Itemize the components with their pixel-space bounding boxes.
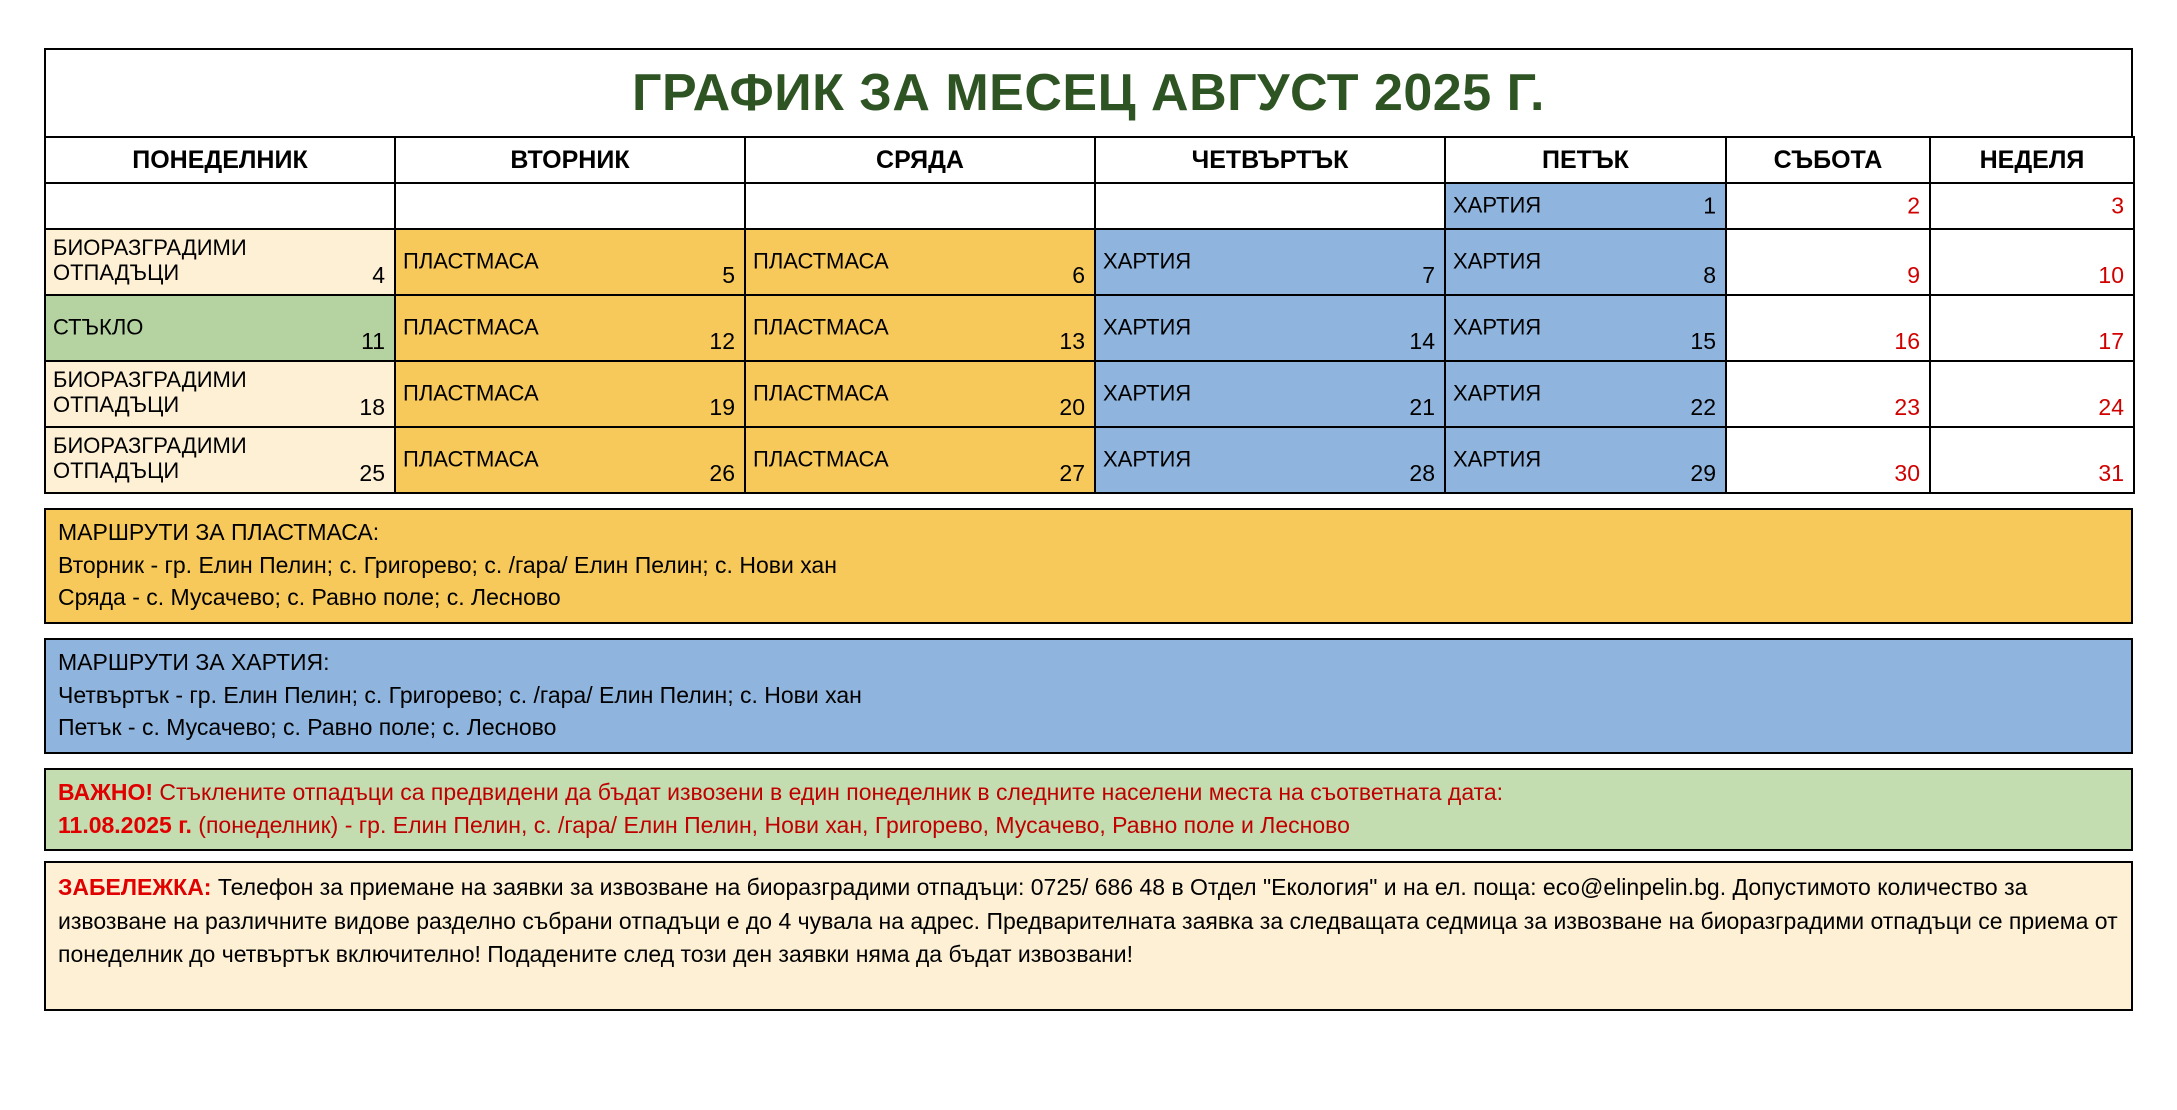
day-number: 18 xyxy=(359,394,385,420)
waste-type-label: ХАРТИЯ xyxy=(1103,380,1192,406)
waste-type-label: ХАРТИЯ xyxy=(1453,380,1542,406)
calendar-day-cell xyxy=(745,361,1095,427)
day-cell-inner xyxy=(396,230,744,294)
waste-type-label: ХАРТИЯ xyxy=(1103,314,1192,340)
day-cell-inner xyxy=(1931,230,2133,294)
calendar-day-cell xyxy=(1726,427,1930,493)
day-cell-inner xyxy=(1931,362,2133,426)
day-cell-inner xyxy=(1931,428,2133,492)
calendar-day-cell xyxy=(745,229,1095,295)
routes-plastic-line-1: Вторник - гр. Елин Пелин; с. Григорево; с. /гара/ Елин Пелин; с. Нови хан xyxy=(58,551,837,578)
important-label: ВАЖНО! xyxy=(58,778,154,805)
waste-type-label: ПЛАСТМАСА xyxy=(403,314,539,340)
day-cell-inner xyxy=(46,428,394,492)
note-block xyxy=(44,861,2133,1011)
important-block xyxy=(44,768,2133,851)
day-number: 22 xyxy=(1690,394,1716,420)
waste-type-label: ХАРТИЯ xyxy=(1453,248,1542,274)
day-number: 23 xyxy=(1894,394,1920,420)
calendar-table xyxy=(44,136,2135,494)
important-line-1 xyxy=(58,776,2119,809)
day-cell-inner xyxy=(46,296,394,360)
day-number: 1 xyxy=(1703,192,1716,219)
calendar-day-cell xyxy=(395,427,745,493)
calendar-day-cell xyxy=(1930,229,2134,295)
calendar-header-row xyxy=(45,137,2134,183)
calendar-week-row xyxy=(45,229,2134,295)
calendar-week-row xyxy=(45,427,2134,493)
weekday-header-sunday: НЕДЕЛЯ xyxy=(1930,137,2134,183)
waste-type-label: ХАРТИЯ xyxy=(1453,446,1542,472)
weekday-header-tuesday: ВТОРНИК xyxy=(395,137,745,183)
day-number: 16 xyxy=(1894,328,1920,354)
day-cell-inner xyxy=(1446,296,1725,360)
day-number: 31 xyxy=(2098,460,2124,486)
day-cell-inner xyxy=(746,296,1094,360)
day-number: 25 xyxy=(359,460,385,486)
day-number: 4 xyxy=(372,262,385,288)
calendar-day-cell xyxy=(1445,361,1726,427)
waste-type-label: ПЛАСТМАСА xyxy=(403,248,539,274)
calendar-day-cell xyxy=(1726,361,1930,427)
day-cell-inner xyxy=(1446,230,1725,294)
calendar-day-cell xyxy=(745,183,1095,229)
calendar-week-row xyxy=(45,183,2134,229)
calendar-week-row xyxy=(45,295,2134,361)
calendar-day-cell xyxy=(745,427,1095,493)
waste-type-label: ПЛАСТМАСА xyxy=(403,380,539,406)
waste-type-label: БИОРАЗГРАДИМИ ОТПАДЪЦИ xyxy=(53,367,247,417)
calendar-day-cell xyxy=(395,361,745,427)
day-number: 12 xyxy=(709,328,735,354)
calendar-day-cell xyxy=(1445,295,1726,361)
calendar-day-cell xyxy=(1095,183,1445,229)
calendar-day-cell xyxy=(1726,183,1930,229)
day-cell-inner xyxy=(1096,362,1444,426)
calendar-day-cell xyxy=(745,295,1095,361)
waste-type-label: ПЛАСТМАСА xyxy=(753,314,889,340)
day-cell-inner xyxy=(1727,230,1929,294)
calendar-day-cell xyxy=(395,183,745,229)
calendar-day-cell xyxy=(1930,427,2134,493)
spacer-2 xyxy=(44,624,2133,638)
calendar-day-cell xyxy=(1445,183,1726,229)
calendar-week-row xyxy=(45,361,2134,427)
day-number: 21 xyxy=(1409,394,1435,420)
spacer-1 xyxy=(44,494,2133,508)
day-cell-inner xyxy=(46,184,394,228)
day-cell-inner xyxy=(1096,184,1444,228)
day-number: 2 xyxy=(1907,192,1920,219)
note-paragraph xyxy=(58,871,2119,972)
day-cell-inner xyxy=(396,184,744,228)
day-cell-inner xyxy=(1446,428,1725,492)
day-number: 29 xyxy=(1690,460,1716,486)
day-cell-inner xyxy=(396,296,744,360)
waste-type-label: ПЛАСТМАСА xyxy=(753,380,889,406)
day-number: 6 xyxy=(1072,262,1085,288)
day-cell-inner xyxy=(1727,428,1929,492)
day-cell-inner xyxy=(396,428,744,492)
spacer-3 xyxy=(44,754,2133,768)
weekday-header-monday: ПОНЕДЕЛНИК xyxy=(45,137,395,183)
waste-type-label: ПЛАСТМАСА xyxy=(403,446,539,472)
day-cell-inner xyxy=(1446,362,1725,426)
calendar-day-cell xyxy=(45,361,395,427)
day-cell-inner xyxy=(746,362,1094,426)
day-number: 27 xyxy=(1059,460,1085,486)
day-number: 13 xyxy=(1059,328,1085,354)
routes-paper-line-1: Четвъртък - гр. Елин Пелин; с. Григорево; с. /гара/ Елин Пелин; с. Нови хан xyxy=(58,681,862,708)
day-number: 24 xyxy=(2098,394,2124,420)
day-cell-inner xyxy=(746,230,1094,294)
waste-type-label: ПЛАСТМАСА xyxy=(753,248,889,274)
important-line-2 xyxy=(58,809,2119,842)
important-date: 11.08.2025 г. xyxy=(58,811,192,838)
important-text-2: (понеделник) - гр. Елин Пелин, с. /гара/ Елин Пелин, Нови хан, Григорево, Мусачево, Равно поле и Лесново xyxy=(191,811,1350,838)
routes-paper-block xyxy=(44,638,2133,754)
day-cell-inner xyxy=(46,230,394,294)
calendar-day-cell xyxy=(1930,295,2134,361)
day-number: 14 xyxy=(1409,328,1435,354)
day-cell-inner xyxy=(1446,184,1725,228)
day-cell-inner xyxy=(1727,296,1929,360)
day-cell-inner xyxy=(46,362,394,426)
calendar-day-cell xyxy=(1095,229,1445,295)
day-number: 19 xyxy=(709,394,735,420)
weekday-header-wednesday: СРЯДА xyxy=(745,137,1095,183)
day-cell-inner xyxy=(396,362,744,426)
spacer-4 xyxy=(44,851,2133,861)
day-number: 15 xyxy=(1690,328,1716,354)
waste-type-label: БИОРАЗГРАДИМИ ОТПАДЪЦИ xyxy=(53,235,247,285)
day-number: 26 xyxy=(709,460,735,486)
day-number: 28 xyxy=(1409,460,1435,486)
important-text-1: Стъклените отпадъци са предвидени да бъдат извозени в един понеделник в следните населени места на съответната дата: xyxy=(153,778,1504,805)
schedule-sheet xyxy=(44,48,2133,1011)
calendar-day-cell xyxy=(1726,295,1930,361)
routes-paper-heading: МАРШРУТИ ЗА ХАРТИЯ: xyxy=(58,648,330,675)
calendar-body xyxy=(45,183,2134,493)
calendar-day-cell xyxy=(395,295,745,361)
title-row xyxy=(44,48,2133,136)
page-title: ГРАФИК ЗА МЕСЕЦ АВГУСТ 2025 Г. xyxy=(632,64,1545,122)
calendar-day-cell xyxy=(395,229,745,295)
day-number: 8 xyxy=(1703,262,1716,288)
day-cell-inner xyxy=(1096,296,1444,360)
calendar-day-cell xyxy=(45,183,395,229)
note-label: ЗАБЕЛЕЖКА: xyxy=(58,874,212,901)
day-cell-inner xyxy=(1096,230,1444,294)
note-text: Телефон за приемане на заявки за извозване на биоразградими отпадъци: 0725/ 686 48 в Отдел "Екология" и на ел. поща: eco@elinpelin.bg. Допустимото количество за извозване на различните видове разделно събрани отпадъци е до 4 чувала на адрес. Предварителната заявка за следващата седмица за извозване на биоразградими отпадъци се приема от понеделник до четвъртък включително! Подадените след този ден заявки няма да бъдат извозвани! xyxy=(58,874,2118,968)
day-number: 10 xyxy=(2098,262,2124,288)
waste-type-label: ХАРТИЯ xyxy=(1453,192,1542,218)
day-cell-inner xyxy=(1727,362,1929,426)
waste-type-label: ПЛАСТМАСА xyxy=(753,446,889,472)
weekday-header-friday: ПЕТЪК xyxy=(1445,137,1726,183)
day-number: 17 xyxy=(2098,328,2124,354)
day-number: 11 xyxy=(361,328,385,354)
weekday-header-thursday: ЧЕТВЪРТЪК xyxy=(1095,137,1445,183)
routes-plastic-heading: МАРШРУТИ ЗА ПЛАСТМАСА: xyxy=(58,519,380,545)
day-number: 5 xyxy=(722,262,735,288)
day-cell-inner xyxy=(1727,184,1929,228)
weekday-header-saturday: СЪБОТА xyxy=(1726,137,1930,183)
calendar-day-cell xyxy=(1445,229,1726,295)
calendar-day-cell xyxy=(1095,361,1445,427)
day-cell-inner xyxy=(1096,428,1444,492)
routes-plastic-line-2: Сряда - с. Мусачево; с. Равно поле; с. Лесново xyxy=(58,584,561,611)
calendar-day-cell xyxy=(1930,361,2134,427)
routes-plastic-block xyxy=(44,508,2133,624)
calendar-day-cell xyxy=(1930,183,2134,229)
calendar-day-cell xyxy=(45,229,395,295)
calendar-day-cell xyxy=(1445,427,1726,493)
day-number: 30 xyxy=(1894,460,1920,486)
waste-type-label: ХАРТИЯ xyxy=(1103,248,1192,274)
calendar-day-cell xyxy=(1095,427,1445,493)
day-cell-inner xyxy=(746,184,1094,228)
day-cell-inner xyxy=(1931,184,2133,228)
calendar-day-cell xyxy=(45,295,395,361)
waste-type-label: ХАРТИЯ xyxy=(1453,314,1542,340)
day-number: 20 xyxy=(1059,394,1085,420)
waste-type-label: ХАРТИЯ xyxy=(1103,446,1192,472)
day-number: 3 xyxy=(2111,192,2124,219)
day-cell-inner xyxy=(746,428,1094,492)
waste-type-label: СТЪКЛО xyxy=(53,314,144,340)
routes-paper-line-2: Петък - с. Мусачево; с. Равно поле; с. Лесново xyxy=(58,714,557,741)
day-number: 9 xyxy=(1907,262,1920,288)
calendar-day-cell xyxy=(45,427,395,493)
calendar-day-cell xyxy=(1095,295,1445,361)
waste-type-label: БИОРАЗГРАДИМИ ОТПАДЪЦИ xyxy=(53,433,247,483)
day-cell-inner xyxy=(1931,296,2133,360)
day-number: 7 xyxy=(1422,262,1435,288)
calendar-day-cell xyxy=(1726,229,1930,295)
